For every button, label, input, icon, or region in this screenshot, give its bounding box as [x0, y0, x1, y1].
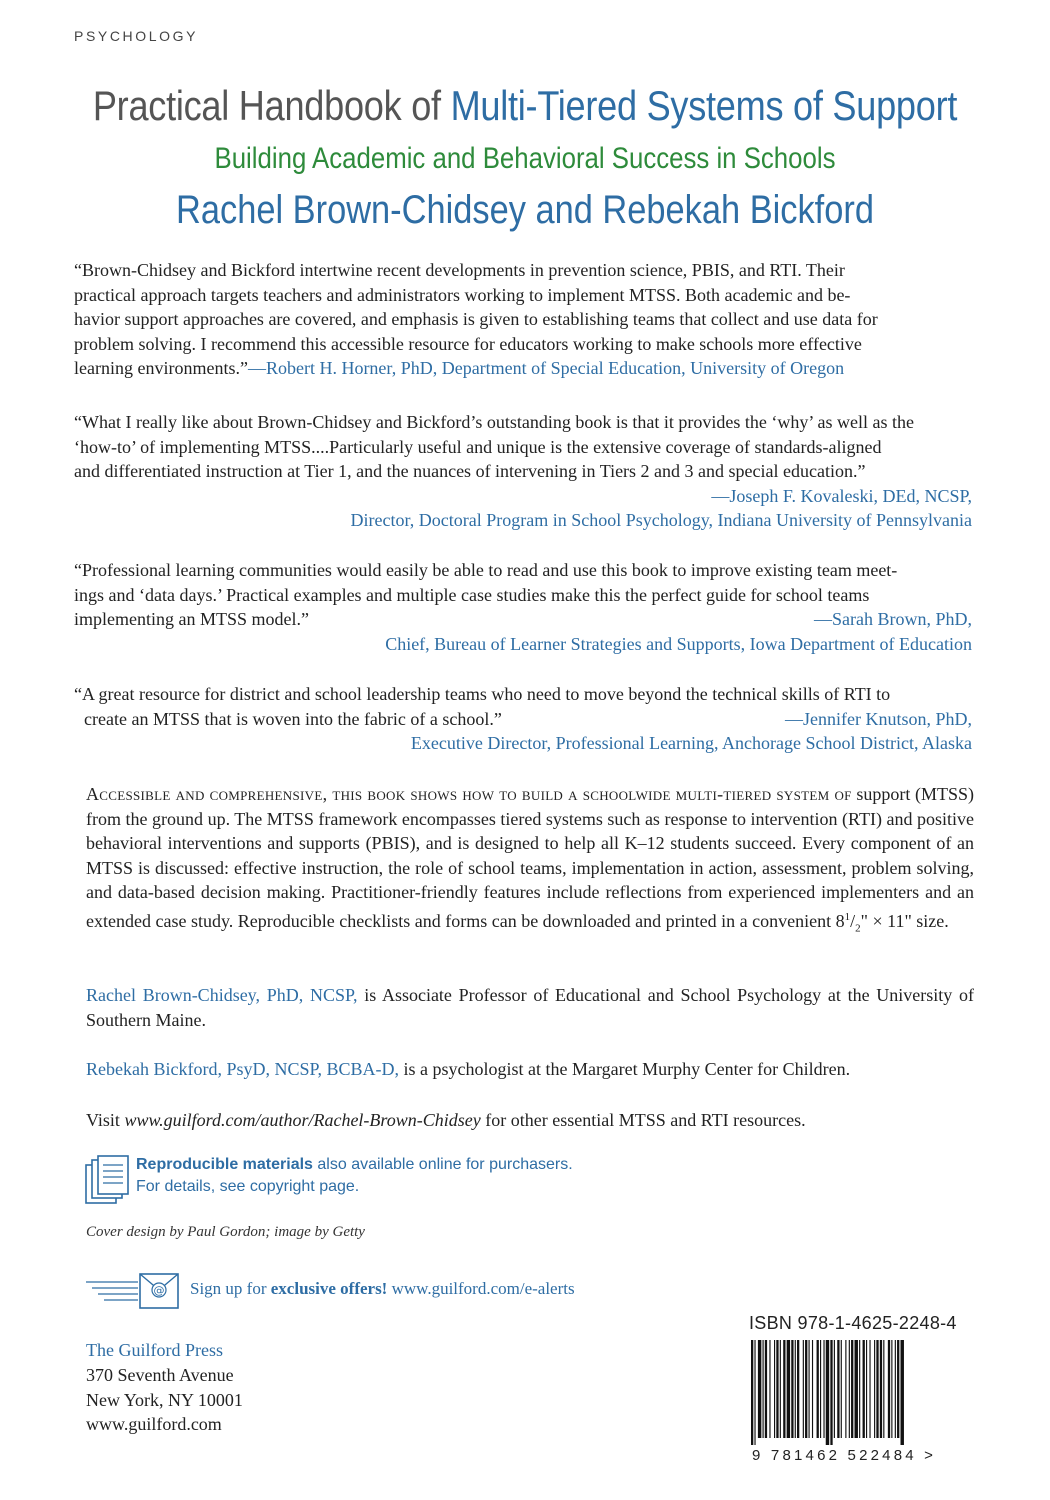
- size-rest: " × 11" size.: [860, 910, 949, 931]
- quote-line: “Brown-Chidsey and Bickford intertwine recent developments in prevention science, PBIS, and RTI. Their: [74, 260, 845, 280]
- signup-bold: exclusive offers!: [270, 1279, 388, 1298]
- barcode-bar: [859, 1340, 860, 1438]
- barcode-bar: [803, 1340, 804, 1438]
- barcode-bar: [897, 1340, 899, 1438]
- quote-last-line: [74, 707, 972, 732]
- book-title: [74, 82, 977, 130]
- barcode-bar: [876, 1340, 878, 1438]
- quote-attribution-title: Executive Director, Professional Learning, Anchorage School District, Alaska: [410, 733, 972, 754]
- barcode-bar: [845, 1340, 846, 1438]
- quote-attribution-name: —Jennifer Knutson, PhD,: [785, 708, 972, 729]
- author-bio-text: is Associate Professor of Educational and School Psychology at the University of Southern Maine.: [86, 985, 975, 1030]
- barcode-digits: 9 781462 522484 >: [752, 1447, 937, 1464]
- title-part-1: Practical Handbook of: [92, 82, 451, 129]
- publisher-street: 370 Seventh Avenue: [86, 1364, 234, 1385]
- barcode-bar: [888, 1340, 890, 1438]
- author-bio-2: [86, 1057, 974, 1082]
- publisher-block: [86, 1338, 243, 1437]
- quote-line: “What I really like about Brown-Chidsey and Bickford’s outstanding book is that it provides the ‘why’ as well as the: [74, 412, 914, 432]
- signup-prefix: Sign up for: [190, 1279, 271, 1298]
- book-subtitle: Building Academic and Behavioral Success in Schools: [214, 142, 836, 175]
- barcode-bar: [817, 1340, 819, 1438]
- barcode-bar: [787, 1340, 790, 1438]
- author-url-link[interactable]: www.guilford.com/author/Rachel-Brown-Chidsey: [124, 1110, 481, 1130]
- visit-suffix: for other essential MTSS and RTI resources.: [480, 1110, 806, 1130]
- barcode-bar: [805, 1340, 807, 1438]
- quote-attribution: —Robert H. Horner, PhD, Department of Special Education, University of Oregon: [247, 358, 845, 379]
- barcode-bar: [795, 1340, 796, 1438]
- barcode-bar: [826, 1340, 829, 1445]
- repro-bold: Reproducible materials: [136, 1156, 313, 1173]
- barcode-bar: [841, 1340, 842, 1438]
- endorsement-quote-1: [74, 258, 972, 381]
- description-lead: Accessible and comprehensive, this book shows how to build a schoolwide multi-tiered system of: [86, 784, 852, 804]
- barcode-bar: [901, 1340, 904, 1445]
- barcode-bar: [891, 1340, 892, 1438]
- barcode-bar: [855, 1340, 858, 1438]
- barcode-bar: [820, 1340, 821, 1438]
- barcode-bar: [834, 1340, 835, 1438]
- email-envelope-icon: [84, 1268, 184, 1314]
- quote-text: implementing an MTSS model.”: [74, 609, 309, 630]
- quote-line: problem solving. I recommend this accessible resource for educators working to make schools more effective: [74, 333, 862, 354]
- quote-line: “Professional learning communities would easily be able to read and use this book to improve existing team meet-: [74, 560, 898, 580]
- author-bio-text: is a psychologist at the Margaret Murphy Center for Children.: [399, 1059, 851, 1079]
- quote-attribution-name: —Sarah Brown, PhD,: [814, 609, 972, 630]
- quote-line: ings and ‘data days.’ Practical examples and multiple case studies make this the perfect guide for school teams: [74, 584, 870, 605]
- isbn-barcode: [749, 1340, 967, 1445]
- isbn-label: ISBN 978-1-4625-2248-4: [749, 1313, 957, 1333]
- quote-line: “A great resource for district and school leadership teams who need to move beyond the technical skills of RTI to: [74, 684, 891, 704]
- barcode-bar: [774, 1340, 775, 1438]
- barcode-bar: [866, 1340, 867, 1438]
- quote-line: practical approach targets teachers and administrators working to implement MTSS. Both academic and be-: [74, 284, 851, 305]
- barcode-bar: [874, 1340, 875, 1438]
- cover-credit: Cover design by Paul Gordon; image by Getty: [86, 1224, 365, 1240]
- signup-line: [190, 1279, 575, 1299]
- quote-last-line: [74, 356, 972, 381]
- repro-rest: also available online for purchasers.: [312, 1156, 573, 1173]
- author-bio-1: [86, 983, 974, 1032]
- barcode-bar: [849, 1340, 850, 1438]
- barcode-bar: [751, 1340, 753, 1445]
- quote-attribution-name: —Joseph F. Kovaleski, DEd, NCSP,: [711, 485, 972, 506]
- publisher-website[interactable]: www.guilford.com: [86, 1414, 222, 1435]
- quote-line: ‘how-to’ of implementing MTSS....Particularly useful and unique is the extensive coverage of standards-aligned: [74, 436, 882, 457]
- barcode-bar: [769, 1340, 770, 1438]
- document-stack-icon: [84, 1155, 130, 1205]
- description-body: support (MTSS) from the ground up. The MTSS framework encompasses tiered systems such as response to intervention (RTI) and positive behavioral interventions and supports (PBIS), and is designed to help all K–12 students succeed. Every component of an MTSS is discussed: effective instruction, the role of school teams, implementation in action, assessment, problem solving, and data-based decision making. Practitioner-friendly features include reflections from experienced implementers and an extended case study. Reproducible checklists and forms can be downloaded and printed in a convenient 8: [86, 784, 975, 931]
- barcode-bar: [754, 1340, 755, 1445]
- author-bio-name: Rachel Brown-Chidsey, PhD, NCSP,: [86, 985, 358, 1005]
- quote-attribution-title: Director, Doctoral Program in School Psychology, Indiana University of Pennsylvania: [350, 510, 972, 531]
- svg-text:@: @: [153, 1284, 165, 1297]
- barcode-bar: [780, 1340, 781, 1438]
- endorsement-quote-4: [74, 682, 972, 756]
- barcode-bar: [791, 1340, 793, 1438]
- barcode-bar: [863, 1340, 865, 1438]
- endorsement-quote-2: [74, 410, 972, 533]
- author-bio-name: Rebekah Bickford, PsyD, NCSP, BCBA-D,: [86, 1059, 400, 1079]
- barcode-bar: [869, 1340, 870, 1438]
- repro-line-1: [136, 1156, 573, 1173]
- book-authors: Rachel Brown-Chidsey and Rebekah Bickford: [176, 188, 874, 232]
- endorsement-quote-3: [74, 558, 972, 656]
- reproducible-note: [136, 1154, 573, 1198]
- ealerts-link[interactable]: www.guilford.com/e-alerts: [387, 1279, 575, 1298]
- quote-text: learning environments.”: [74, 358, 248, 379]
- barcode-bar: [851, 1340, 853, 1438]
- barcode-bar: [765, 1340, 767, 1438]
- barcode-bar: [776, 1340, 778, 1438]
- publisher-city: New York, NY 10001: [86, 1389, 243, 1410]
- barcode-bar: [758, 1340, 761, 1438]
- barcode-bar: [812, 1340, 813, 1438]
- barcode-bar: [895, 1340, 896, 1438]
- quote-line: and differentiated instruction at Tier 1, and the nuances of intervening in Tiers 2 and 3 and special education.”: [74, 461, 866, 482]
- barcode-bar: [883, 1340, 884, 1438]
- barcode-bar: [830, 1340, 832, 1445]
- barcode-bar: [809, 1340, 810, 1438]
- barcode-bar: [823, 1340, 824, 1438]
- barcode-bar: [837, 1340, 839, 1438]
- quote-attribution-title: Chief, Bureau of Learner Strategies and Supports, Iowa Department of Education: [385, 633, 972, 654]
- barcode-bar: [763, 1340, 764, 1438]
- barcode-bar: [783, 1340, 785, 1438]
- quote-last-line: [74, 607, 972, 632]
- visit-prefix: Visit: [86, 1110, 125, 1130]
- series-label: PSYCHOLOGY: [74, 28, 199, 44]
- quote-line: havior support approaches are covered, and emphasis is given to establishing teams that collect and use data for: [74, 309, 878, 330]
- size-denominator: 2: [855, 922, 861, 935]
- quote-text: create an MTSS that is woven into the fabric of a school.”: [84, 708, 502, 729]
- repro-line-2: For details, see copyright page.: [136, 1178, 360, 1195]
- barcode-bar: [880, 1340, 882, 1438]
- publisher-name: The Guilford Press: [86, 1340, 223, 1360]
- book-description: Accessible and comprehensive, this book shows how to build a schoolwide multi-tiered system of support (MTSS) from the ground up. The MTSS framework encompasses tiered systems such as response to intervention (RTI) and positive behavioral interventions and supports (PBIS), and is designed to help all K–12 students succeed. Every component of an MTSS is discussed: effective instruction, the role of school teams, implementation in action, assessment, problem solving, and data-based decision making. Practitioner-friendly features include reflections from experienced implementers and an extended case study. Reproducible checklists and forms can be downloaded and printed in a convenient $8^1/_2$" × 11" size.: [86, 784, 975, 935]
- title-part-2: Multi-Tiered Systems of Support: [450, 82, 958, 129]
- barcode-bar: [797, 1340, 799, 1438]
- size-numerator: 1: [844, 910, 851, 923]
- visit-line: [86, 1108, 974, 1133]
